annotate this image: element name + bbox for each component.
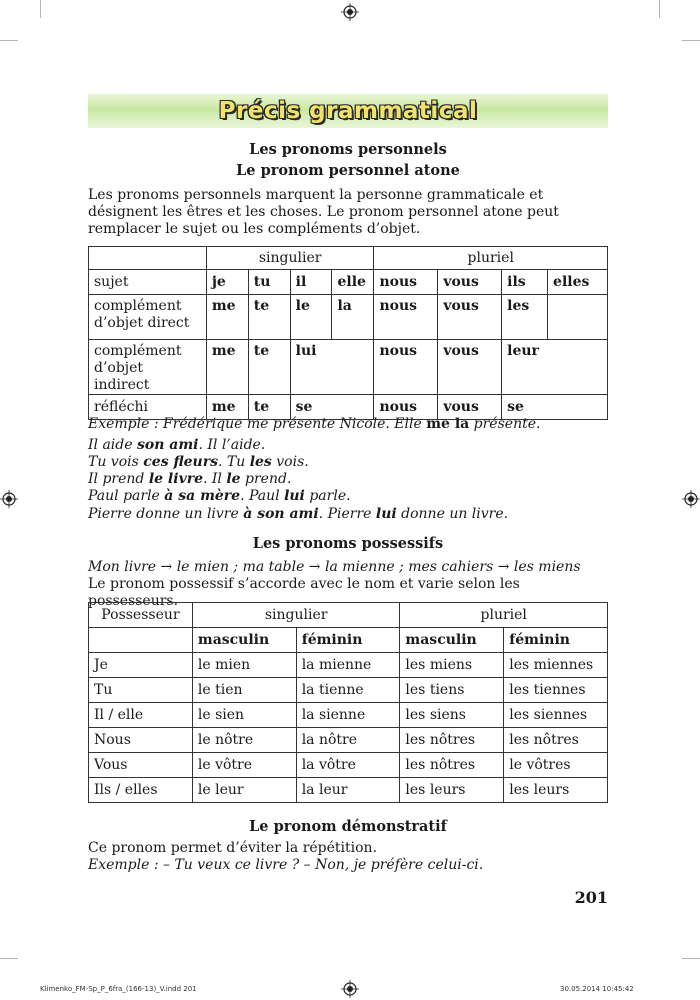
table-cell: les nôtres (504, 728, 608, 753)
example-bold: les (249, 454, 272, 470)
header-singulier: singulier (206, 247, 374, 270)
row-label (89, 340, 207, 395)
example-bold: le (226, 471, 241, 487)
table-cell: se (502, 395, 608, 420)
example-line (88, 506, 610, 523)
example-bold: à son ami (243, 506, 319, 522)
table-row (89, 753, 608, 778)
table-cell: la vôtre (296, 753, 400, 778)
row-label-line: d’objet direct (94, 315, 190, 331)
table-cell: ils (502, 270, 548, 295)
table-cell (89, 247, 207, 270)
table-cell: le leur (192, 778, 296, 803)
crop-mark (0, 958, 18, 959)
table-cell: nous (374, 340, 438, 395)
table-cell: la mienne (296, 653, 400, 678)
example-text: Il aide (88, 437, 137, 453)
table-cell: Je (89, 653, 193, 678)
subheader-cell: masculin (400, 628, 504, 653)
section-title: Les pronoms personnels (249, 141, 447, 158)
demonstrative-rule: Ce pronom permet d’éviter la répétition. (88, 840, 378, 856)
table-header-row (89, 247, 608, 270)
crop-mark (40, 0, 41, 18)
crop-mark (682, 40, 700, 41)
possessive-example: Mon livre → le mien ; ma table → la mienne ; mes cahiers → les miens (88, 559, 581, 575)
table-cell: le vôtre (192, 753, 296, 778)
table-cell: elle (332, 270, 374, 295)
table-cell: le (290, 295, 332, 340)
table-cell: les nôtres (400, 753, 504, 778)
page-number: 201 (574, 888, 608, 907)
table-cell: je (206, 270, 248, 295)
table-cell: lui (290, 340, 374, 395)
table-cell: vous (438, 270, 502, 295)
example-text: présente. (469, 416, 541, 432)
row-label-line: d’objet indirect (94, 360, 150, 393)
table-cell: tu (248, 270, 290, 295)
table-cell: le nôtre (192, 728, 296, 753)
table-cell: le tien (192, 678, 296, 703)
table-cell: les leurs (504, 778, 608, 803)
table-cell: la leur (296, 778, 400, 803)
example-line (88, 454, 610, 471)
table-cell: leur (502, 340, 608, 395)
example-text: Tu vois (88, 454, 144, 470)
table-cell: le vôtres (504, 753, 608, 778)
registration-mark-icon (341, 3, 359, 21)
example-line (88, 437, 610, 454)
possessive-rule: Le pronom possessif s’accorde avec le nom et varie selon les possesseurs. (88, 576, 520, 609)
intro-paragraph: Les pronoms personnels marquent la personne grammaticale et désignent les êtres et les choses. Le pronom personnel atone peut remplacer le sujet ou les compléments d’objet. (88, 187, 559, 237)
table-cell: la tienne (296, 678, 400, 703)
header-pluriel: pluriel (400, 603, 608, 628)
registration-mark-icon (341, 980, 359, 998)
table-cell: nous (374, 270, 438, 295)
example-text: . Il (202, 471, 227, 487)
table-cell: vous (438, 340, 502, 395)
table-row (89, 653, 608, 678)
table-cell: les miens (400, 653, 504, 678)
table-row (89, 778, 608, 803)
table-cell: Nous (89, 728, 193, 753)
table-cell: les (502, 295, 548, 340)
registration-mark-icon (682, 490, 700, 508)
table-cell: la nôtre (296, 728, 400, 753)
section-title: Les pronoms possessifs (252, 535, 444, 552)
registration-mark-icon (0, 490, 18, 508)
table-cell (89, 628, 193, 653)
table-cell: elles (548, 270, 608, 295)
table-cell (548, 295, 608, 340)
table-cell: les siennes (504, 703, 608, 728)
header-possesseur: Possesseur (89, 603, 193, 628)
table-cell: se (290, 395, 374, 420)
table-cell: te (248, 295, 290, 340)
table-row (89, 270, 608, 295)
table-header-row (89, 603, 608, 628)
example-text: Paul parle (88, 488, 165, 504)
table-cell: le sien (192, 703, 296, 728)
table-cell: les tiens (400, 678, 504, 703)
footer-filename: Klimenko_FM-Sp_P_6fra_(166-13)_V.indd 201 (40, 985, 197, 993)
example-text: parle. (304, 488, 351, 504)
demonstrative-example: Exemple : – Tu veux ce livre ? – Non, je préfère celui-ci. (88, 857, 484, 873)
table-cell: me (206, 295, 248, 340)
example-text: donne un livre. (396, 506, 509, 522)
table-cell: Vous (89, 753, 193, 778)
row-label: réfléchi (89, 395, 207, 420)
table-cell: les nôtres (400, 728, 504, 753)
table-cell: la (332, 295, 374, 340)
table-row (89, 340, 608, 395)
table-cell: le mien (192, 653, 296, 678)
table-cell: la sienne (296, 703, 400, 728)
example-text: Pierre donne un livre (88, 506, 244, 522)
example-bold: le livre (148, 471, 203, 487)
table-cell: nous (374, 295, 438, 340)
row-label (89, 295, 207, 340)
example-text: prend. (240, 471, 292, 487)
example-bold: ces fleurs (143, 454, 218, 470)
footer-timestamp: 30.05.2014 10:45:42 (560, 985, 634, 993)
personal-pronoun-table (88, 246, 608, 420)
example-text: . Paul (240, 488, 285, 504)
table-row (89, 678, 608, 703)
subheader-cell: féminin (296, 628, 400, 653)
table-cell: les siens (400, 703, 504, 728)
table-cell: il (290, 270, 332, 295)
example-text: . Tu (217, 454, 250, 470)
example-text: . Il l’aide. (198, 437, 266, 453)
example-line (88, 488, 610, 505)
crop-mark (659, 0, 660, 18)
example-text: vois. (271, 454, 309, 470)
table-cell: me (206, 340, 248, 395)
example-bold: lui (284, 488, 305, 504)
header-singulier: singulier (192, 603, 400, 628)
table-cell: te (248, 395, 290, 420)
example-bold: me la (426, 416, 470, 432)
subheader-cell: féminin (504, 628, 608, 653)
possessive-pronoun-table (88, 602, 608, 803)
header-banner (88, 94, 608, 128)
example-line (88, 471, 610, 488)
table-subheader-row (89, 628, 608, 653)
crop-mark (0, 40, 18, 41)
header-pluriel: pluriel (374, 247, 608, 270)
table-cell: les miennes (504, 653, 608, 678)
row-label-line: complément (94, 343, 182, 359)
crop-mark (682, 958, 700, 959)
example-text: Exemple : Frédérique me présente Nicole. Elle (88, 416, 427, 432)
table-cell: Tu (89, 678, 193, 703)
table-cell: nous (374, 395, 438, 420)
example-line (88, 416, 610, 433)
table-cell: les tiennes (504, 678, 608, 703)
table-cell: Ils / elles (89, 778, 193, 803)
row-label-line: complément (94, 298, 182, 314)
table-cell: Il / elle (89, 703, 193, 728)
table-cell: vous (438, 395, 502, 420)
banner-title: Précis grammatical (218, 98, 478, 124)
table-cell: te (248, 340, 290, 395)
example-bold: à sa mère (164, 488, 241, 504)
section-title: Le pronom démonstratif (249, 818, 447, 835)
table-cell: vous (438, 295, 502, 340)
table-row (89, 295, 608, 340)
example-text: Il prend (88, 471, 149, 487)
table-cell: les leurs (400, 778, 504, 803)
example-bold: son ami (136, 437, 199, 453)
table-cell: me (206, 395, 248, 420)
example-text: . Pierre (318, 506, 376, 522)
table-row (89, 703, 608, 728)
row-label: sujet (89, 270, 207, 295)
section-subtitle: Le pronom personnel atone (236, 162, 460, 179)
example-bold: lui (375, 506, 397, 522)
subheader-cell: masculin (192, 628, 296, 653)
table-row (89, 728, 608, 753)
